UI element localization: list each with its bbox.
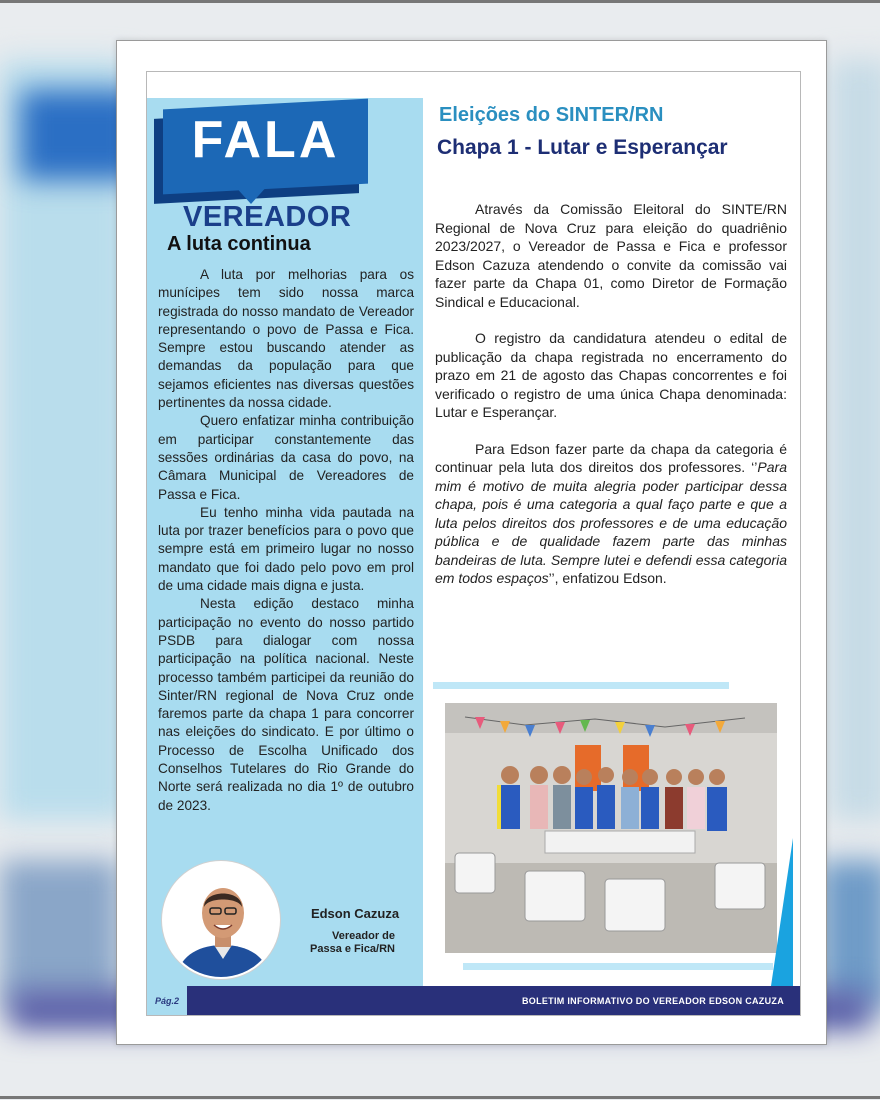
badge-title: VEREADOR (183, 201, 352, 233)
quote-text: Para mim é motivo de muita alegria poder participar dessa chapa, pois é uma categoria a qual faço parte e que a luta pelos direitos dos professores e de uma educação pública e de qualidade fazem parte das minhas bandeiras de luta. Sempre lutei e defendi essa categoria em todos espaços (435, 459, 787, 586)
right-paragraph (435, 440, 787, 588)
author-portrait (162, 861, 280, 979)
decorative-triangle (771, 838, 793, 986)
page-footer (147, 986, 801, 1016)
newsletter-page (116, 40, 827, 1045)
left-paragraph: Quero enfatizar minha contribuição em participar constantemente das sessões ordinárias da casa do povo, na Câmara Municipal de Vereadores de Passa e Fica. (158, 413, 414, 502)
portrait-illustration (164, 863, 280, 979)
left-article (158, 266, 414, 815)
page-number: Pág.2 (147, 986, 187, 1016)
right-paragraph: Através da Comissão Eleitoral do SINTE/RN Regional de Nova Cruz para eleição do quadriênio 2023/2027, o Vereador de Passa e Fica e professor Edson Cazuza atendendo o convite da comissão vai fazer parte da Chapa 01, como Diretor de Formação Sindical e Educacional. (435, 201, 787, 310)
meeting-photo (445, 703, 777, 953)
left-paragraph: A luta por melhorias para os munícipes tem sido nossa marca registrada do nosso mandato de Vereador representando o povo de Passa e Fica. Sempre estou buscando atender as demandas da população para que sejamos eficientes nas diversas questões pertinentes da nossa cidade. (158, 267, 414, 411)
quote-intro: Para Edson fazer parte da chapa da categoria é continuar pela luta dos direitos dos professores. ‘’ (435, 440, 787, 475)
right-article-subtitle: Chapa 1 - Lutar e Esperançar (437, 136, 728, 159)
left-paragraph: Nesta edição destaco minha participação no evento do nosso partido PSDB para dialogar com nossa participação na política nacional. Neste processo também participei da reunião do Sinter/RN regional de Nova Cruz onde faremos parte da chapa 1 para concorrer nas eleições do sindicato. E por último o Processo de Escolha Unificado dos Conselhos Tutelares do Rio Grande do Norte será realizada no dia 1º de outubro de 2023. (158, 596, 414, 813)
top-border-line (0, 0, 880, 3)
right-article (435, 200, 787, 606)
decorative-bar-bottom (463, 963, 773, 970)
badge-subtitle: A luta continua (167, 233, 311, 255)
right-paragraph: O registro da candidatura atendeu o edital de publicação da chapa registrada no encerramento do prazo em 21 de agosto das Chapas concorrentes e foi verificado o registro de uma única Chapa denominada: Lutar e Esperançar. (435, 330, 787, 420)
author-role-line: Passa e Fica/RN (310, 943, 395, 955)
page-content-frame (146, 71, 801, 1016)
author-role (295, 930, 415, 956)
meeting-photo-illustration (445, 703, 777, 953)
decorative-bar-top (433, 682, 729, 689)
right-article-title: Eleições do SINTER/RN (439, 104, 664, 126)
quote-outro: ’’, enfatizou Edson. (548, 570, 667, 586)
left-paragraph: Eu tenho minha vida pautada na luta por trazer benefícios para o povo que sempre está em primeiro lugar no nosso mandato que foi dado pelo povo em prol de uma cidade mais digna e justa. (158, 504, 414, 594)
left-column (147, 98, 423, 986)
badge-word: FALA (191, 111, 340, 169)
author-name: Edson Cazuza (310, 906, 400, 921)
bottom-border-line (0, 1096, 880, 1099)
author-role-line: Vereador de (332, 930, 395, 942)
bulletin-title: BOLETIM INFORMATIVO DO VEREADOR EDSON CAZUZA (521, 996, 784, 1006)
